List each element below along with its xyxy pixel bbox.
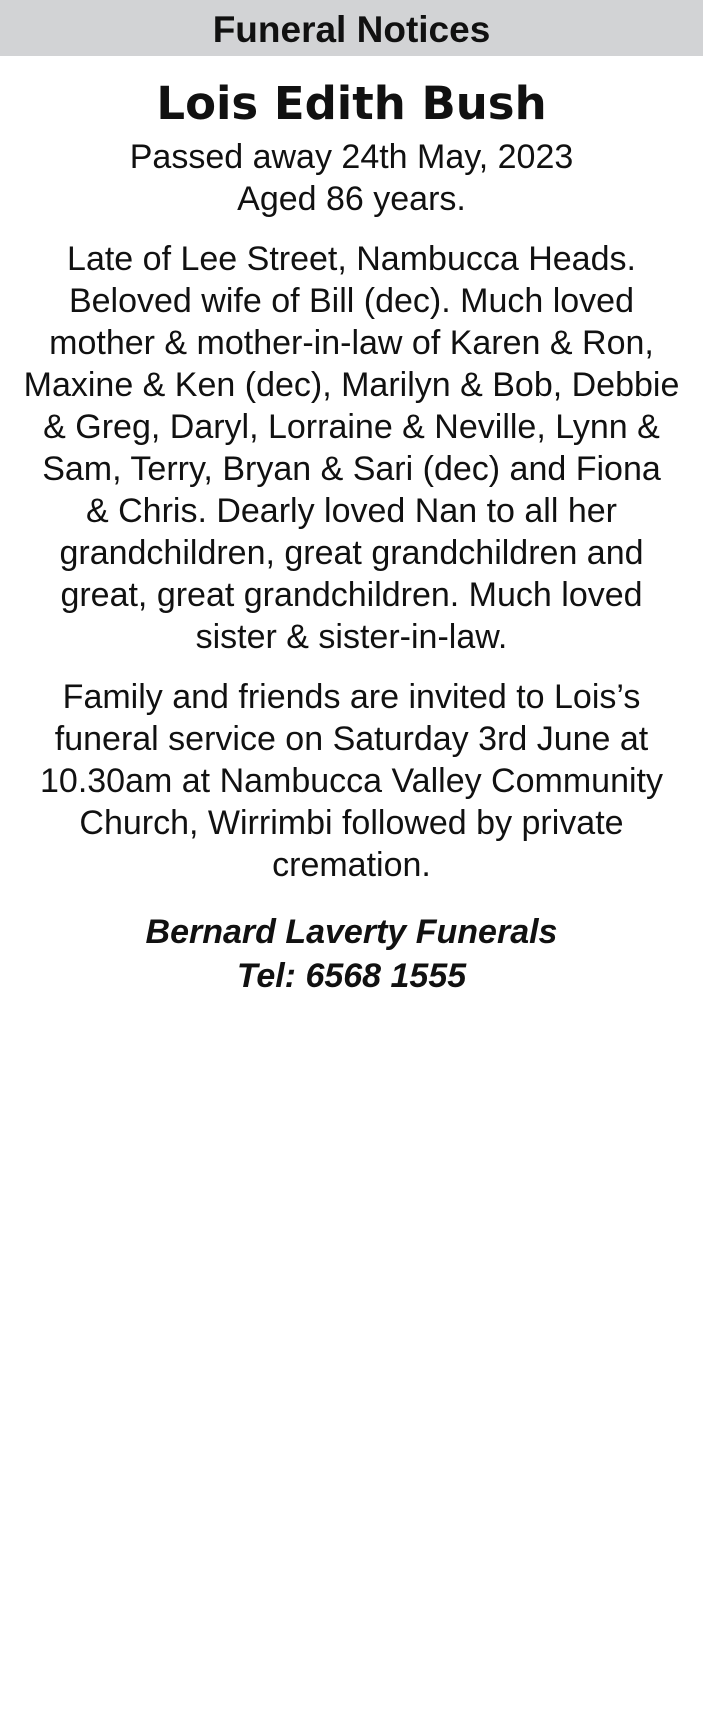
funeral-director-block xyxy=(0,910,703,998)
service-line: Church, Wirrimbi followed by private xyxy=(79,804,624,842)
bio-line: Maxine & Ken (dec), Marilyn & Bob, Debbie xyxy=(23,366,680,404)
service-line: Family and friends are invited to Lois’s xyxy=(62,678,641,716)
funeral-director-name: Bernard Laverty Funerals xyxy=(145,913,558,951)
bio-line: & Greg, Daryl, Lorraine & Neville, Lynn & xyxy=(43,408,660,446)
service-details-paragraph xyxy=(0,676,703,886)
section-header xyxy=(0,0,703,56)
funeral-director-phone: Tel: 6568 1555 xyxy=(236,957,467,995)
section-title: Funeral Notices xyxy=(212,8,491,50)
service-line: cremation. xyxy=(272,846,431,884)
age-line: Aged 86 years. xyxy=(237,180,466,218)
passed-away-line: Passed away 24th May, 2023 xyxy=(129,138,574,176)
bio-line: & Chris. Dearly loved Nan to all her xyxy=(85,492,617,530)
funeral-notice xyxy=(0,76,703,998)
bio-line: sister & sister-in-law. xyxy=(195,618,508,656)
service-line: 10.30am at Nambucca Valley Community xyxy=(40,762,663,800)
biography-paragraph xyxy=(0,238,703,658)
bio-line: Beloved wife of Bill (dec). Much loved xyxy=(68,282,635,320)
service-line: funeral service on Saturday 3rd June at xyxy=(54,720,649,758)
bio-line: grandchildren, great grandchildren and xyxy=(59,534,644,572)
deceased-name: Lois Edith Bush xyxy=(156,77,547,130)
bio-line: great, great grandchildren. Much loved xyxy=(60,576,643,614)
bio-line: Late of Lee Street, Nambucca Heads. xyxy=(67,240,636,278)
bio-line: Sam, Terry, Bryan & Sari (dec) and Fiona xyxy=(42,450,661,488)
notice-dates xyxy=(0,136,703,220)
bio-line: mother & mother-in-law of Karen & Ron, xyxy=(49,324,654,362)
